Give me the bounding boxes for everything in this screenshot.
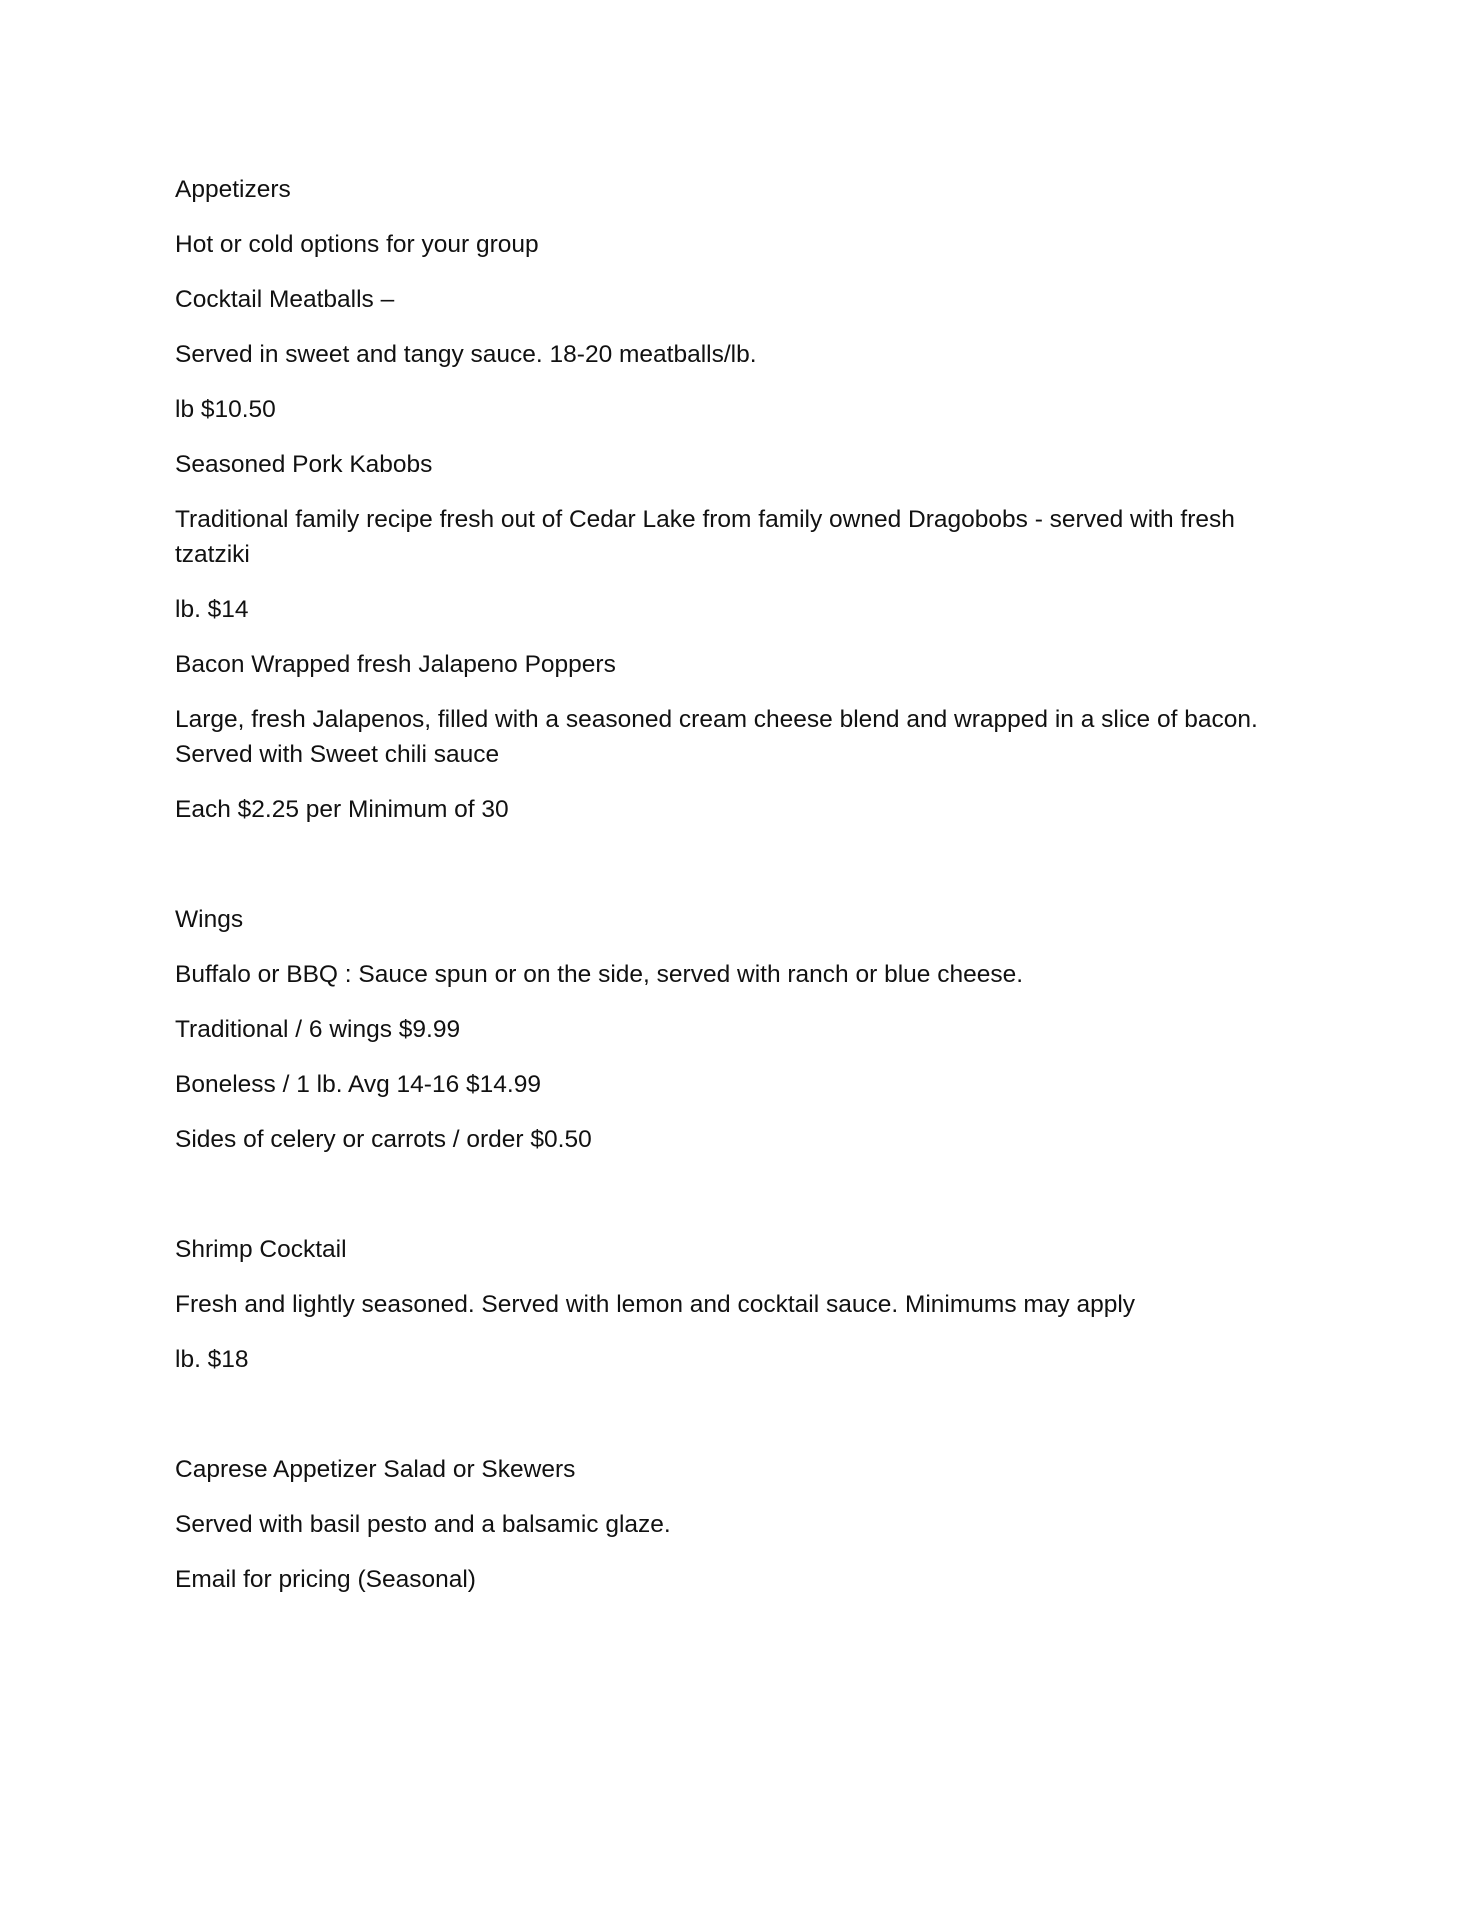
menu-content bbox=[175, 172, 1265, 1617]
item-name-kabobs: Seasoned Pork Kabobs bbox=[175, 451, 433, 478]
section-spacer bbox=[175, 1397, 1265, 1452]
section-spacer bbox=[175, 1177, 1265, 1232]
section-heading-caprese: Caprese Appetizer Salad or Skewers bbox=[175, 1456, 576, 1483]
item-description-kabobs: Traditional family recipe fresh out of Cedar Lake from family owned Dragobobs - served with fresh tzatziki bbox=[175, 506, 1235, 568]
item-description-poppers: Large, fresh Jalapenos, filled with a seasoned cream cheese blend and wrapped in a slice of bacon. Served with Sweet chili sauce bbox=[175, 706, 1258, 768]
item-price-poppers: Each $2.25 per Minimum of 30 bbox=[175, 796, 509, 823]
section-heading-wings: Wings bbox=[175, 906, 244, 933]
item-price-traditional-wings: Traditional / 6 wings $9.99 bbox=[175, 1016, 461, 1043]
section-subheading: Hot or cold options for your group bbox=[175, 231, 539, 258]
section-heading-shrimp: Shrimp Cocktail bbox=[175, 1236, 347, 1263]
item-price-shrimp: lb. $18 bbox=[175, 1346, 249, 1373]
item-description-meatballs: Served in sweet and tangy sauce. 18-20 meatballs/lb. bbox=[175, 341, 757, 368]
section-spacer bbox=[175, 847, 1265, 902]
item-description-shrimp: Fresh and lightly seasoned. Served with lemon and cocktail sauce. Minimums may apply bbox=[175, 1291, 1136, 1318]
item-description-caprese: Served with basil pesto and a balsamic glaze. bbox=[175, 1511, 671, 1538]
item-price-sides: Sides of celery or carrots / order $0.50 bbox=[175, 1126, 592, 1153]
item-description-wings: Buffalo or BBQ : Sauce spun or on the side, served with ranch or blue cheese. bbox=[175, 961, 1024, 988]
item-name-meatballs: Cocktail Meatballs – bbox=[175, 286, 395, 313]
item-price-boneless-wings: Boneless / 1 lb. Avg 14-16 $14.99 bbox=[175, 1071, 541, 1098]
item-name-poppers: Bacon Wrapped fresh Jalapeno Poppers bbox=[175, 651, 616, 678]
section-heading-appetizers: Appetizers bbox=[175, 176, 291, 203]
item-price-meatballs: lb $10.50 bbox=[175, 396, 276, 423]
item-price-caprese: Email for pricing (Seasonal) bbox=[175, 1566, 476, 1593]
item-price-kabobs: lb. $14 bbox=[175, 596, 249, 623]
